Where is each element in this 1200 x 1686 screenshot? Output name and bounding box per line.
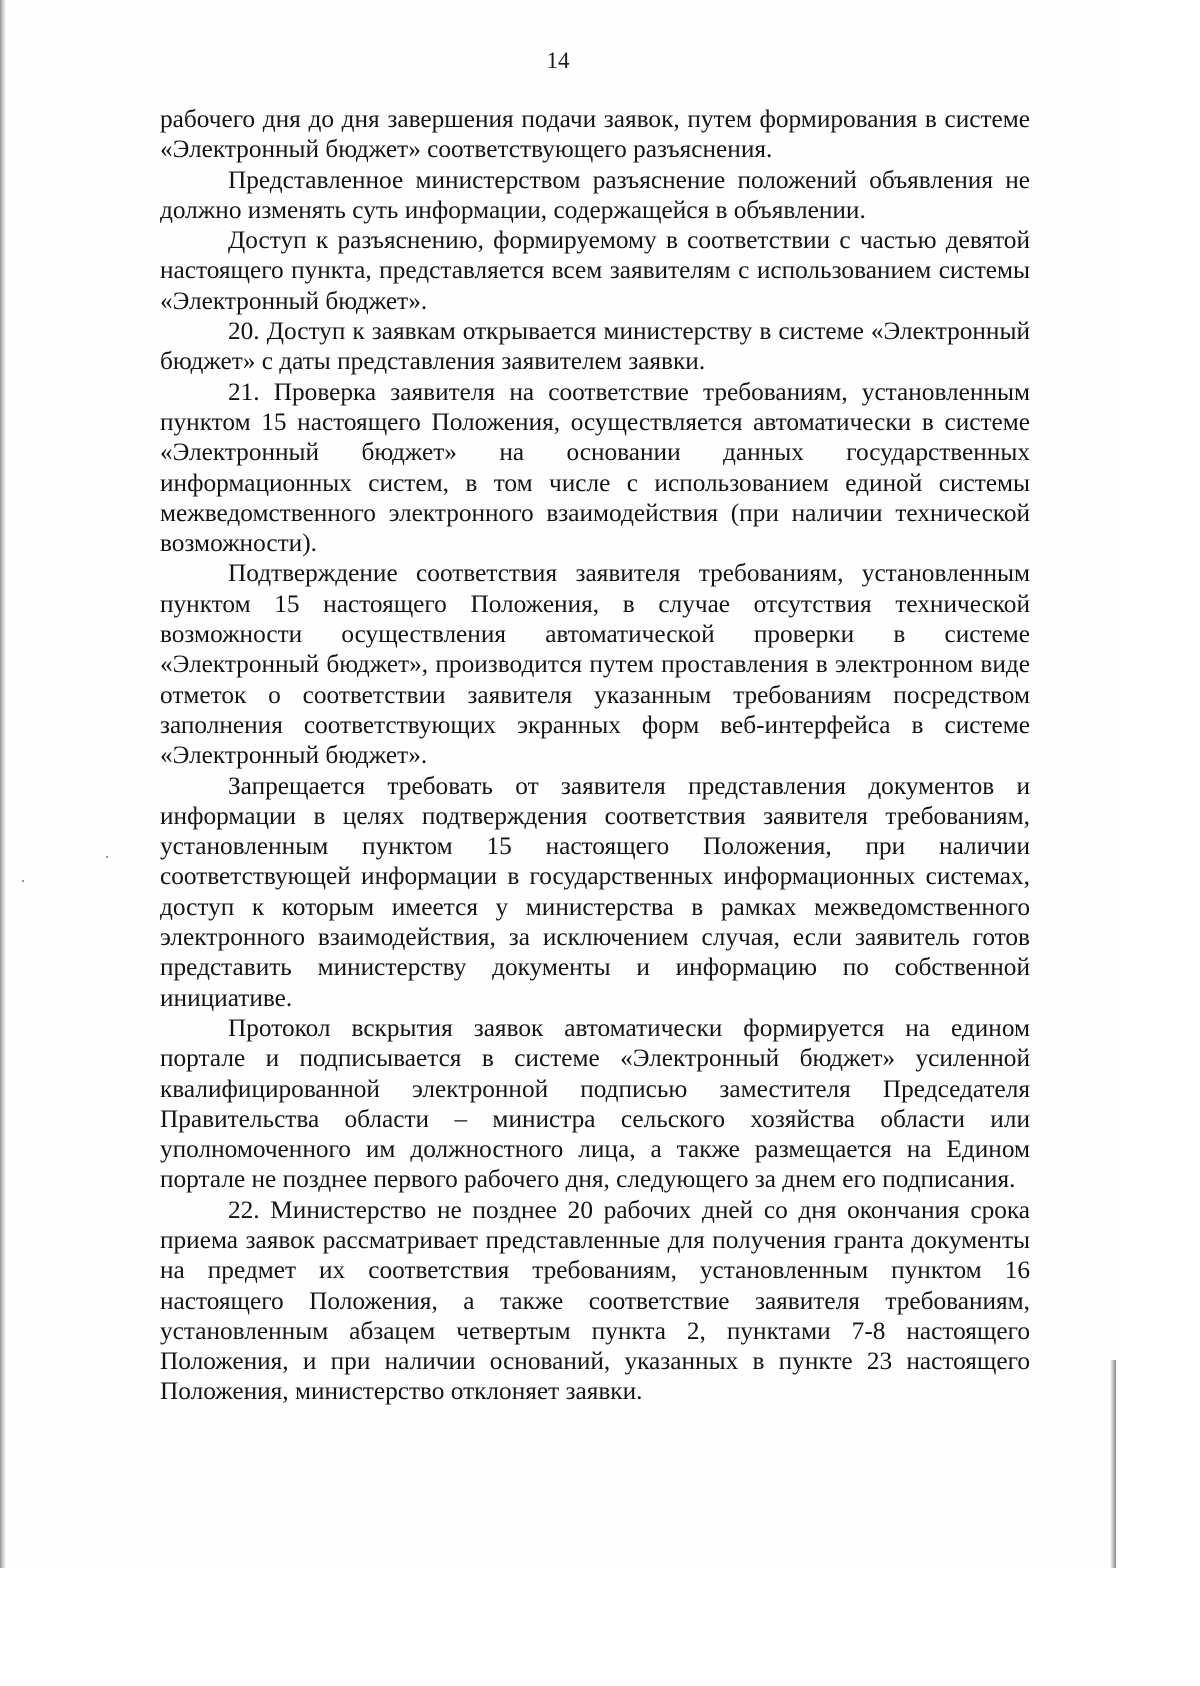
document-body xyxy=(160,104,1030,1407)
scan-speck xyxy=(106,856,108,858)
scan-edge-left xyxy=(0,0,6,1568)
scan-speck xyxy=(22,880,24,882)
paragraph: Представленное министерством разъяснение положений объявления не должно изменять суть информации, содержащейся в объявлении. xyxy=(160,165,1030,224)
paragraph-item-20: 20. Доступ к заявкам открывается министерству в системе «Электронный бюджет» с даты представления заявителем заявки. xyxy=(160,317,1030,376)
paragraph: Протокол вскрытия заявок автоматически формируется на едином портале и подписывается в системе «Электронный бюджет» усиленной квалифицированной электронной подписью заместителя Председателя Правительства области – министра сельского хозяйства области или уполномоченного им должностного лица, а также размещается на Едином портале не позднее первого рабочего дня, следующего за днем его подписания. xyxy=(160,1013,1030,1194)
paragraph: Доступ к разъяснению, формируемому в соответствии с частью девятой настоящего пункта, представляется всем заявителям с использованием системы «Электронный бюджет». xyxy=(160,226,1030,315)
paragraph-item-21: 21. Проверка заявителя на соответствие требованиям, установленным пунктом 15 настоящего Положения, осуществляется автоматически в системе «Электронный бюджет» на основании данных государственных информационных систем, в том числе с использованием единой системы межведомственного электронного взаимодействия (при наличии технической возможности). xyxy=(160,377,1030,558)
paragraph-item-22: 22. Министерство не позднее 20 рабочих дней со дня окончания срока приема заявок рассматривает представленные для получения гранта документы на предмет их соответствия требованиям, установленным пунктом 16 настоящего Положения, а также соответствие заявителя требованиям, установленным абзацем четвертым пункта 2, пунктами 7-8 настоящего Положения, и при наличии оснований, указанных в пункте 23 настоящего Положения, министерство отклоняет заявки. xyxy=(160,1195,1030,1406)
paragraph: Запрещается требовать от заявителя представления документов и информации в целях подтверждения соответствия заявителя требованиям, установленным пунктом 15 настоящего Положения, при наличии соответствующей информации в государственных информационных системах, доступ к которым имеется у министерства в рамках межведомственного электронного взаимодействия, за исключением случая, если заявитель готов представить министерству документы и информацию по собственной инициативе. xyxy=(160,771,1030,1012)
scan-edge-right xyxy=(1110,1360,1116,1568)
page-number: 14 xyxy=(546,48,570,73)
paragraph-continuation: рабочего дня до дня завершения подачи заявок, путем формирования в системе «Электронный бюджет» соответствующего разъяснения. xyxy=(160,105,1030,164)
paragraph: Подтверждение соответствия заявителя требованиям, установленным пунктом 15 настоящего Положения, в случае отсутствия технической возможности осуществления автоматической проверки в системе «Электронный бюджет», производится путем проставления в электронном виде отметок о соответствии заявителя указанным требованиям посредством заполнения соответствующих экранных форм веб-интерфейса в системе «Электронный бюджет». xyxy=(160,559,1030,770)
